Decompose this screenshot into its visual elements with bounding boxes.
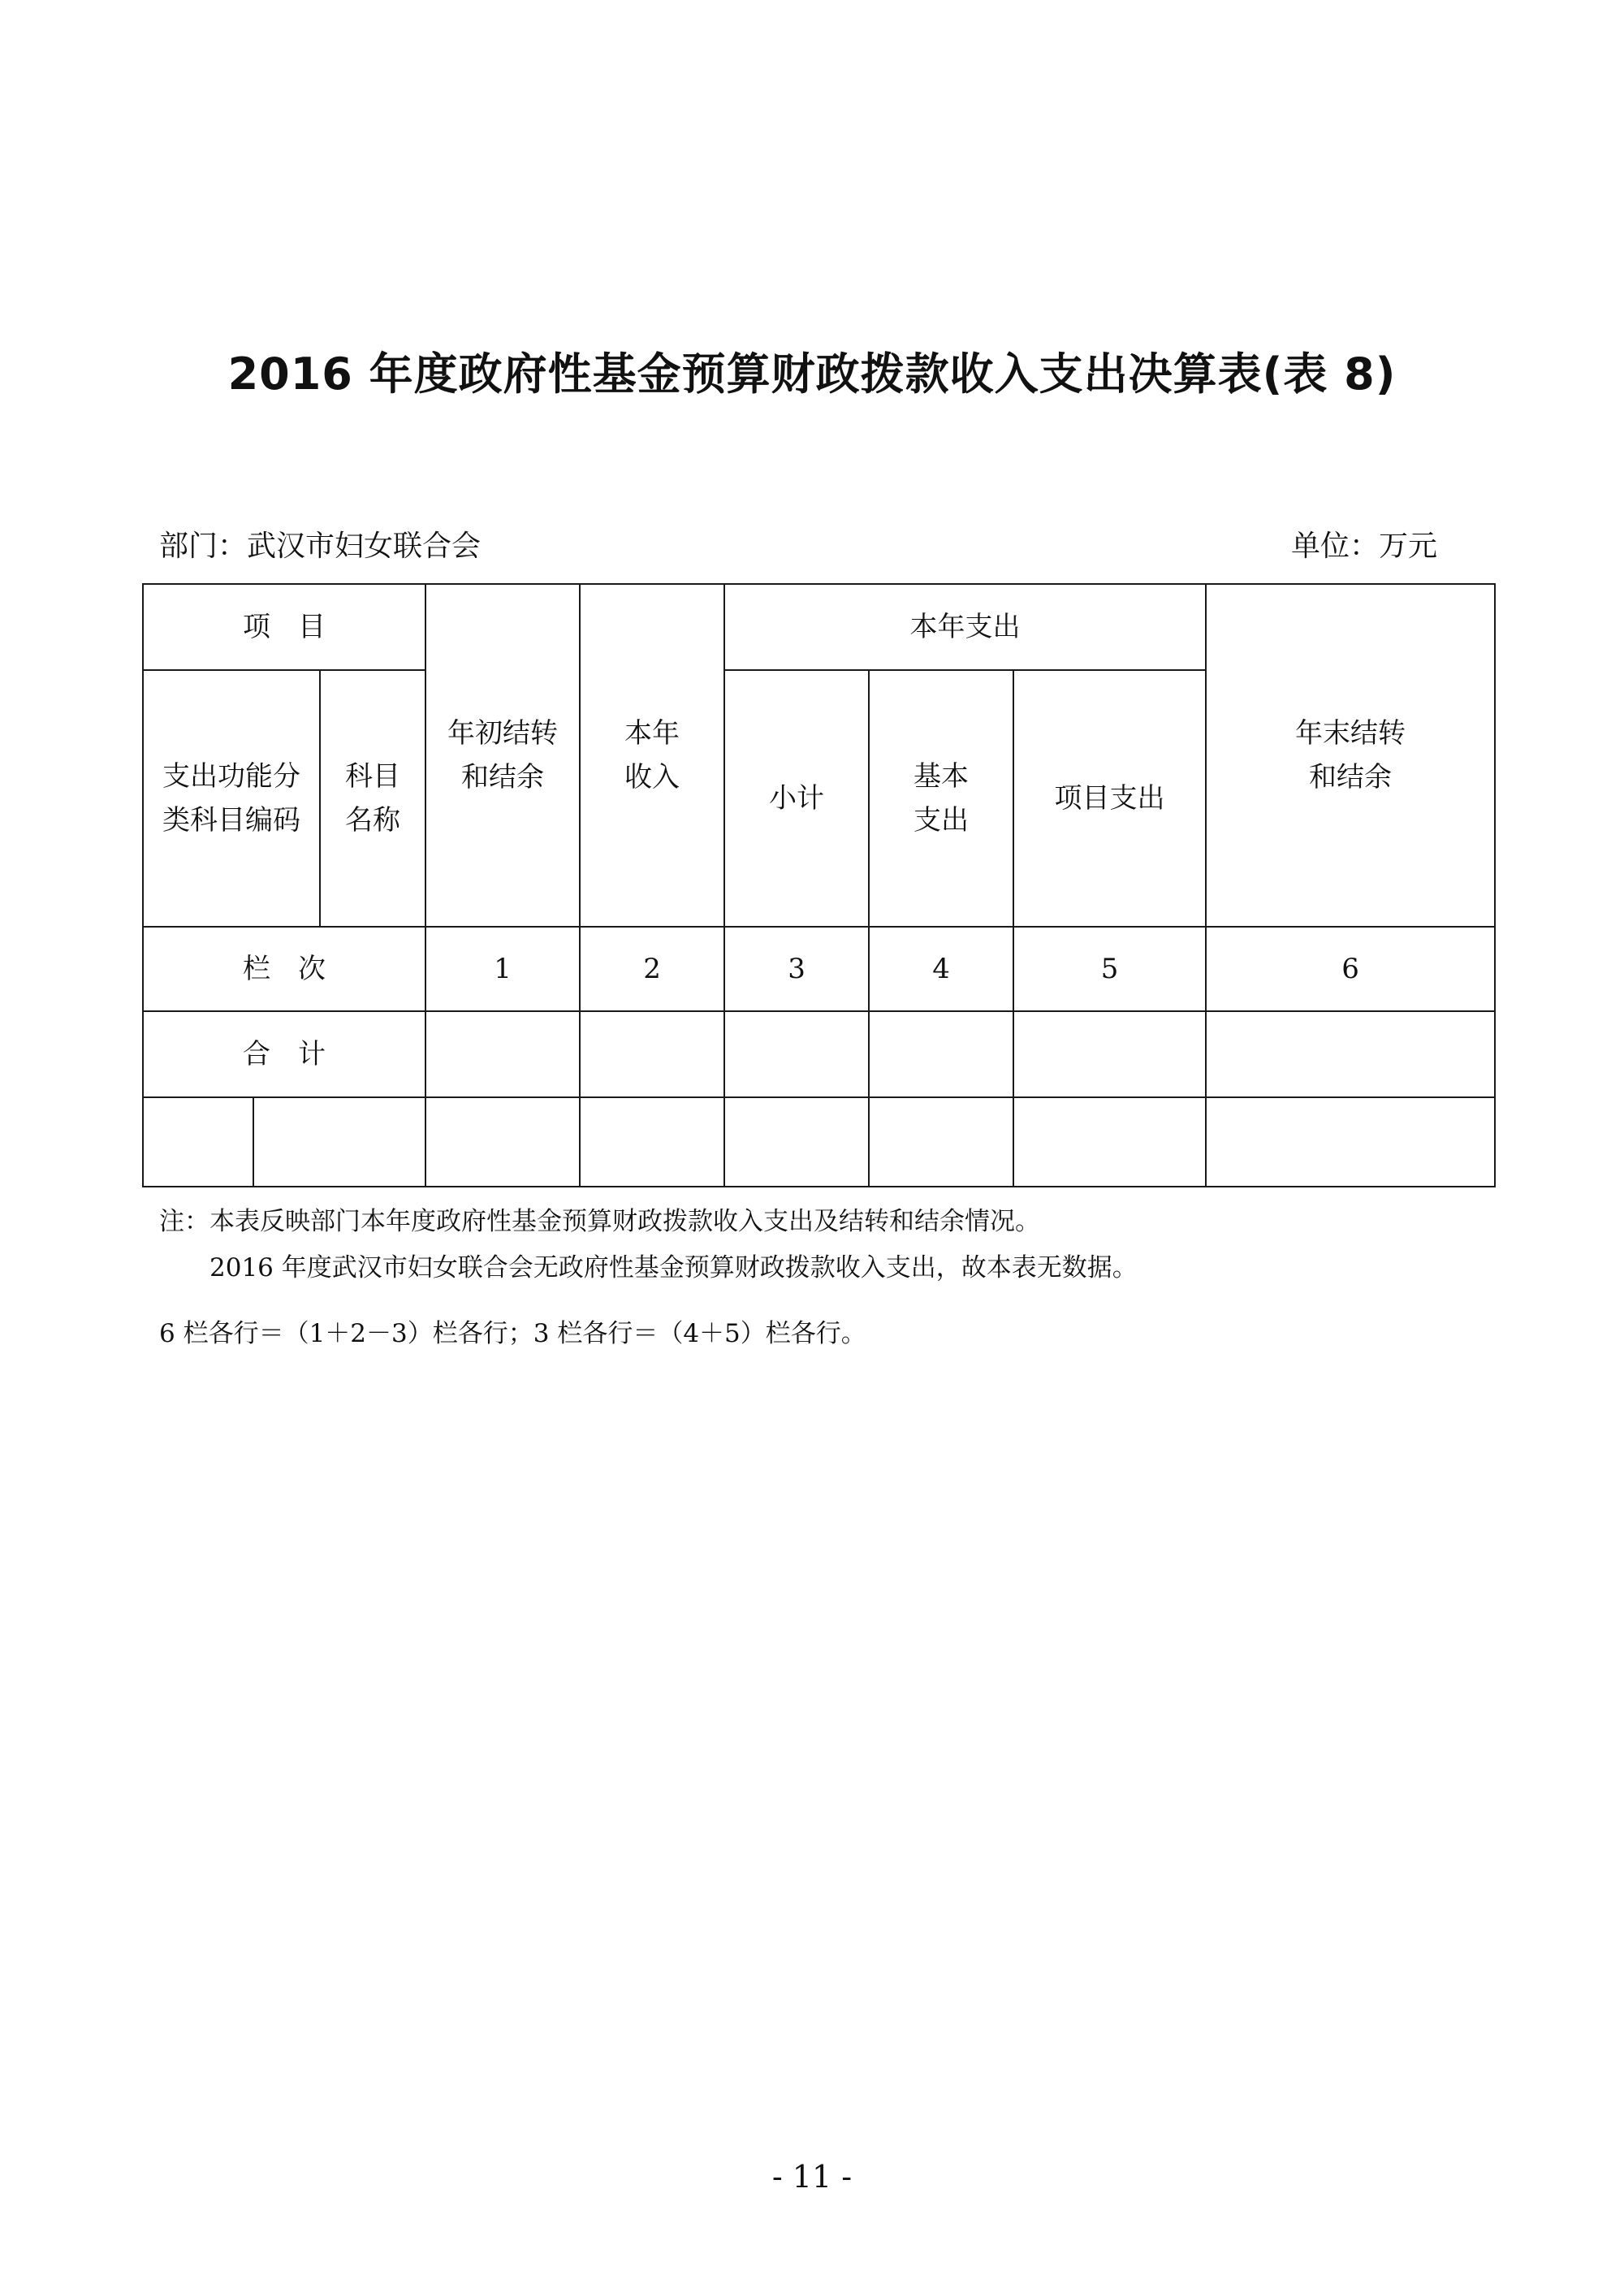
page-title: 2016 年度政府性基金预算财政拨款收入支出决算表(表 8) xyxy=(227,348,1397,400)
total-cell xyxy=(724,1011,869,1097)
header-project: 项 目 xyxy=(143,584,425,670)
header-begin-balance: 年初结转 和结余 xyxy=(425,584,580,927)
empty-cell xyxy=(1013,1097,1206,1187)
table-notes xyxy=(159,1199,1138,1292)
empty-cell xyxy=(580,1097,724,1187)
empty-cell xyxy=(1206,1097,1495,1187)
total-row-label: 合 计 xyxy=(143,1011,425,1097)
column-index-4: 4 xyxy=(869,927,1013,1011)
header-expense-group: 本年支出 xyxy=(724,584,1206,670)
column-index-2: 2 xyxy=(580,927,724,1011)
total-cell xyxy=(425,1011,580,1097)
total-cell xyxy=(1206,1011,1495,1097)
header-project-expense: 项目支出 xyxy=(1013,670,1206,927)
column-index-1: 1 xyxy=(425,927,580,1011)
header-function-code: 支出功能分 类科目编码 xyxy=(143,670,320,927)
total-cell xyxy=(1013,1011,1206,1097)
department-label: 部门：武汉市妇女联合会 xyxy=(159,530,482,563)
column-index-label: 栏 次 xyxy=(143,927,425,1011)
column-index-5: 5 xyxy=(1013,927,1206,1011)
column-index-6: 6 xyxy=(1206,927,1495,1011)
page-number: - 11 - xyxy=(771,2159,853,2195)
empty-cell xyxy=(143,1097,253,1187)
header-subtotal: 小计 xyxy=(724,670,869,927)
header-income: 本年 收入 xyxy=(580,584,724,927)
header-end-balance: 年末结转 和结余 xyxy=(1206,584,1495,927)
empty-cell xyxy=(869,1097,1013,1187)
budget-table xyxy=(142,583,1496,1187)
unit-label: 单位：万元 xyxy=(1290,530,1437,563)
empty-cell xyxy=(724,1097,869,1187)
column-index-3: 3 xyxy=(724,927,869,1011)
total-cell xyxy=(580,1011,724,1097)
empty-cell xyxy=(253,1097,425,1187)
header-basic-expense: 基本 支出 xyxy=(869,670,1013,927)
formula-note: 6 栏各行＝（1＋2－3）栏各行；3 栏各行＝（4＋5）栏各行。 xyxy=(159,1319,866,1348)
empty-cell xyxy=(425,1097,580,1187)
header-subject-name: 科目 名称 xyxy=(320,670,425,927)
note-line-2: 2016 年度武汉市妇女联合会无政府性基金预算财政拨款收入支出，故本表无数据。 xyxy=(209,1253,1138,1283)
total-cell xyxy=(869,1011,1013,1097)
note-line-1: 注：本表反映部门本年度政府性基金预算财政拨款收入支出及结转和结余情况。 xyxy=(159,1207,1040,1236)
